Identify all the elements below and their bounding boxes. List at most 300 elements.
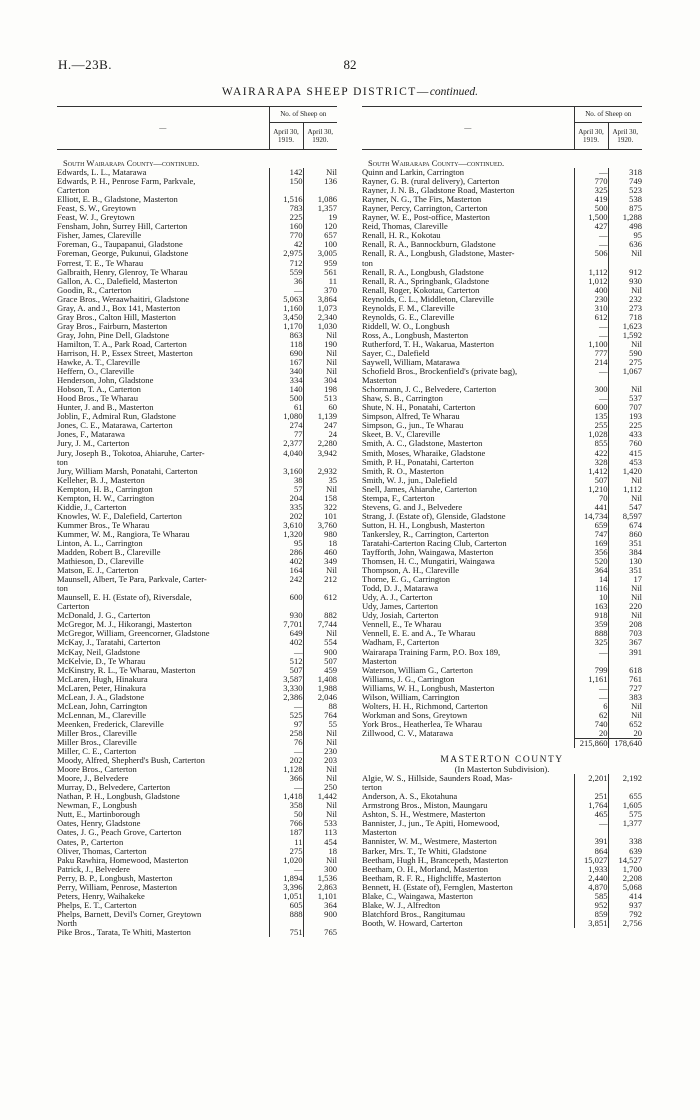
owner-name: Nutt, E., Martinborough xyxy=(57,810,140,820)
sheep-1919: 167 xyxy=(269,358,303,367)
owner-name: Gallon, A. C., Dalefield, Masterton xyxy=(57,276,178,286)
table-row xyxy=(362,503,642,512)
table-row xyxy=(362,195,642,204)
table-row xyxy=(362,720,642,729)
sheep-1920: 351 xyxy=(608,566,642,575)
owner-name: Paku Rawhira, Homewood, Masterton xyxy=(57,855,189,865)
sheep-1919: 600 xyxy=(269,593,303,602)
table-row xyxy=(57,467,337,476)
sheep-group-header: No. of Sheep on xyxy=(269,107,337,123)
sheep-1919: 340 xyxy=(269,367,303,376)
sheep-1919: 364 xyxy=(574,566,608,575)
sheep-1920: 674 xyxy=(608,521,642,530)
sheep-1920: Nil xyxy=(608,494,642,503)
table-row xyxy=(362,268,642,277)
table-row xyxy=(362,847,642,856)
sheep-1919: 36 xyxy=(269,277,303,286)
sheep-1919: 585 xyxy=(574,892,608,901)
table-row xyxy=(57,231,337,240)
owner-name: Peters, Henry, Waihakeke xyxy=(57,891,145,901)
owner-name: McLean, J. A., Gladstone xyxy=(57,692,145,702)
sheep-1920: Nil xyxy=(608,584,642,593)
table-row xyxy=(362,313,642,322)
sheep-1919: 3,396 xyxy=(269,883,303,892)
table-row xyxy=(362,675,642,684)
sheep-1919: 164 xyxy=(269,566,303,575)
owner-name: Renall, Roger, Kokotau, Carterton xyxy=(362,285,480,295)
table-row xyxy=(57,449,337,458)
table-row xyxy=(57,575,337,584)
sheep-1919: 325 xyxy=(574,638,608,647)
sheep-1920: 208 xyxy=(608,620,642,629)
sheep-1919: 4,870 xyxy=(574,883,608,892)
sheep-1920: 655 xyxy=(608,792,642,801)
table-row xyxy=(57,204,337,213)
sheep-1919: 918 xyxy=(574,611,608,620)
table-row xyxy=(362,774,642,783)
sheep-1920: 652 xyxy=(608,720,642,729)
owner-name: Wilson, William, Carrington xyxy=(362,692,460,702)
owner-name: Kempton, H. W., Carrington xyxy=(57,493,155,503)
sheep-1920: 882 xyxy=(303,611,337,620)
sheep-1920: 18 xyxy=(303,847,337,856)
owner-name: Williams, W. H., Longbush, Masterton xyxy=(362,683,495,693)
sheep-1920: 95 xyxy=(608,231,642,240)
sheep-1920: 433 xyxy=(608,430,642,439)
owner-name: Snell, James, Ahiaruhe, Carterton xyxy=(362,484,477,494)
subdivision-heading-text: (In Masterton Subdivision). xyxy=(454,765,550,775)
table-row xyxy=(362,394,642,403)
owner-name: Hunter, J. and B., Masterton xyxy=(57,403,154,413)
sheep-1919: 14 xyxy=(574,575,608,584)
owner-name: Bannister, J., jun., Te Apiti, Homewood, xyxy=(362,819,500,829)
sheep-1920: 113 xyxy=(303,828,337,837)
title-continued: continued. xyxy=(429,86,479,98)
owner-name: Grace Bros., Weraawhaitiri, Gladstone xyxy=(57,294,190,304)
sheep-1919: 1,020 xyxy=(269,856,303,865)
owner-name: Kummer, W. M., Rangiora, Te Wharau xyxy=(57,529,190,539)
table-row xyxy=(57,213,337,222)
sheep-1920: 547 xyxy=(608,503,642,512)
sheep-1919: 258 xyxy=(269,729,303,738)
sheep-1919: 422 xyxy=(574,449,608,458)
sheep-1920: 1,536 xyxy=(303,874,337,883)
sheep-1920: 370 xyxy=(303,286,337,295)
owner-name: Renall, R. A., Longbush, Gladstone, Master- xyxy=(362,249,515,259)
owner-name: Foreman, G., Taupapanui, Gladstone xyxy=(57,240,183,250)
sheep-1920: 318 xyxy=(608,168,642,177)
owner-name: Renall, R. A., Longbush, Gladstone xyxy=(362,267,484,277)
sheep-1920: 2,208 xyxy=(608,874,642,883)
sheep-1919: 4,040 xyxy=(269,449,303,458)
owner-name: Williams, J. G., Carrington xyxy=(362,674,455,684)
sheep-1919: 150 xyxy=(269,177,303,186)
sheep-1920: 523 xyxy=(608,186,642,195)
sheep-1920: 1,067 xyxy=(608,367,642,376)
owner-name: Miller, C. E., Carterton xyxy=(57,747,137,757)
owner-name: Harrison, H. P., Essex Street, Masterton xyxy=(57,348,193,358)
table-row xyxy=(362,629,642,638)
sheep-1920: 24 xyxy=(303,430,337,439)
owner-name: Tayfforth, John, Waingawa, Masterton xyxy=(362,548,494,558)
owner-name: Jury, J. M., Carterton xyxy=(57,439,130,449)
table-row xyxy=(362,430,642,439)
table-row xyxy=(362,638,642,647)
owner-name: Rutherford, T. H., Wakarua, Masterton xyxy=(362,339,494,349)
sheep-1920: Nil xyxy=(608,611,642,620)
owner-name: Goodin, R., Carterton xyxy=(57,285,132,295)
owner-name: ton xyxy=(57,457,68,467)
sheep-1920: 1,988 xyxy=(303,684,337,693)
table-row xyxy=(57,684,337,693)
total-row xyxy=(362,739,642,749)
sheep-1920: 275 xyxy=(608,358,642,367)
sheep-1919: — xyxy=(269,865,303,874)
owner-name: Masterton xyxy=(362,828,397,838)
owner-name: Renall, R. A., Bannockburn, Gladstone xyxy=(362,240,496,250)
sheep-1919: 62 xyxy=(574,711,608,720)
sheep-1919: 930 xyxy=(269,611,303,620)
owner-name: Strang, J. (Estate of), Glenside, Gladstone xyxy=(362,511,506,521)
table-row xyxy=(362,412,642,421)
sheep-1919: 500 xyxy=(269,394,303,403)
sheep-1919: 1,161 xyxy=(574,675,608,684)
owner-name: Matson, E. J., Carterton xyxy=(57,566,139,576)
sheep-1920: 760 xyxy=(608,439,642,448)
owner-name: Blatchford Bros., Rangitumau xyxy=(362,909,466,919)
owner-name: Zillwood, C. V., Matarawa xyxy=(362,728,454,738)
owner-name: Murray, D., Belvedere, Carterton xyxy=(57,783,171,793)
sheep-1919: 300 xyxy=(574,385,608,394)
owner-name: Udy, Josiah, Carterton xyxy=(362,611,439,621)
sheep-1919: 366 xyxy=(269,774,303,783)
sheep-1919: 888 xyxy=(574,629,608,638)
table-row xyxy=(362,593,642,602)
owner-name: Perry, B. P., Longbush, Masterton xyxy=(57,873,173,883)
owner-name: Shaw, S. B., Carrington xyxy=(362,394,443,404)
sheep-1919: 3,587 xyxy=(269,675,303,684)
owner-name: Quinn and Larkin, Carrington xyxy=(362,168,465,178)
sheep-1920: Nil xyxy=(608,711,642,720)
sheep-1919: 358 xyxy=(269,801,303,810)
sheep-1919 xyxy=(269,458,303,467)
sheep-1919: 605 xyxy=(269,901,303,910)
table-row xyxy=(362,340,642,349)
sheep-1920: 2,756 xyxy=(608,919,642,928)
owner-name: Udy, James, Carterton xyxy=(362,602,438,612)
owner-name: McDonald, J. G., Carterton xyxy=(57,611,151,621)
table-row xyxy=(362,575,642,584)
owner-name: McGregor, M. J., Hikorangi, Masterton xyxy=(57,620,192,630)
sheep-1920: Nil xyxy=(608,476,642,485)
sheep-1920: 18 xyxy=(303,539,337,548)
sheep-1919: 14,734 xyxy=(574,512,608,521)
table-row xyxy=(57,421,337,430)
owner-name: Skeet, B. V., Clareville xyxy=(362,430,441,440)
table-row xyxy=(57,584,337,593)
sheep-1920: 618 xyxy=(608,666,642,675)
table-row xyxy=(362,828,642,837)
table-row xyxy=(57,186,337,195)
sheep-1920: Nil xyxy=(608,593,642,602)
sheep-1920: 273 xyxy=(608,304,642,313)
owner-name: Nathan, P. H., Longbush, Gladstone xyxy=(57,792,180,802)
owner-name: Miller Bros., Clareville xyxy=(57,728,137,738)
table-row xyxy=(57,240,337,249)
sheep-1919: 507 xyxy=(269,666,303,675)
table-row xyxy=(362,666,642,675)
sheep-1920: Nil xyxy=(303,856,337,865)
owner-name: Elliott, E. B., Gladstone, Masterton xyxy=(57,195,178,205)
sheep-1919 xyxy=(574,783,608,792)
total-label xyxy=(362,739,574,749)
owner-name: Gray Bros., Fairburn, Masterton xyxy=(57,321,168,331)
owner-name: Phelps, E. T., Carterton xyxy=(57,900,137,910)
owner-name: Rayner, J. N. B., Gladstone Road, Masterton xyxy=(362,186,515,196)
sheep-1920: 930 xyxy=(608,277,642,286)
sheep-1920: 1,357 xyxy=(303,204,337,213)
owner-name: Beetham, R. F. R., Highcliffe, Masterton xyxy=(362,873,501,883)
sheep-1919: — xyxy=(574,231,608,240)
table-row xyxy=(57,295,337,304)
table-row xyxy=(362,837,642,846)
sheep-1919: 402 xyxy=(269,638,303,647)
table-row xyxy=(57,675,337,684)
sheep-1920: 55 xyxy=(303,720,337,729)
owner-name: Joblin, F., Admiral Run, Gladstone xyxy=(57,412,176,422)
sheep-1919: 255 xyxy=(574,421,608,430)
table-row xyxy=(362,901,642,910)
sheep-1920: 17 xyxy=(608,575,642,584)
owner-name: Henderson, John, Gladstone xyxy=(57,376,154,386)
table-row xyxy=(57,693,337,702)
table-row xyxy=(57,439,337,448)
owner-name: Stevens, G. and J., Belvedere xyxy=(362,502,463,512)
sheep-1920: 2,046 xyxy=(303,693,337,702)
sheep-1920: 749 xyxy=(608,177,642,186)
sheep-1919: 2,975 xyxy=(269,249,303,258)
left-column xyxy=(57,106,337,937)
owner-name: Hobson, T. A., Carterton xyxy=(57,385,141,395)
owner-name: Meenken, Frederick, Clareville xyxy=(57,719,164,729)
table-row xyxy=(57,249,337,258)
owner-name: Smith, R. O., Masterton xyxy=(362,466,444,476)
owner-name: Wadham, F., Carterton xyxy=(362,638,440,648)
sheep-1919: 855 xyxy=(574,439,608,448)
sheep-1919: 328 xyxy=(574,458,608,467)
sheep-1920: 414 xyxy=(608,892,642,901)
sheep-1920: 507 xyxy=(303,657,337,666)
sheep-1920: 1,086 xyxy=(303,195,337,204)
table-row xyxy=(362,286,642,295)
sheep-1920: 657 xyxy=(303,231,337,240)
sheep-1919: — xyxy=(574,819,608,828)
sheep-1919: 1,418 xyxy=(269,792,303,801)
table-row xyxy=(362,874,642,883)
sheep-1919: 1,080 xyxy=(269,412,303,421)
table-row xyxy=(57,512,337,521)
owner-name: McKay, J., Taratahi, Carterton xyxy=(57,638,161,648)
left-sheep-table xyxy=(57,106,337,937)
sheep-1920: 300 xyxy=(303,865,337,874)
sheep-1919: 747 xyxy=(574,530,608,539)
owner-name: Barker, Mrs. T., Te Whiti, Gladstone xyxy=(362,846,487,856)
table-row xyxy=(57,530,337,539)
sheep-1920: 1,592 xyxy=(608,331,642,340)
sheep-1920: 19 xyxy=(303,213,337,222)
sheep-1920: 136 xyxy=(303,177,337,186)
owner-name: McLaren, Peter, Hinakura xyxy=(57,683,146,693)
sheep-1919: 116 xyxy=(574,584,608,593)
sheep-1919: 11 xyxy=(269,838,303,847)
owner-name: Kummer Bros., Te Wharau xyxy=(57,520,150,530)
sheep-1919: — xyxy=(574,367,608,376)
sheep-1920 xyxy=(608,376,642,385)
sheep-1919: — xyxy=(574,168,608,177)
table-row xyxy=(57,720,337,729)
table-row xyxy=(362,222,642,231)
sheep-1919: 3,450 xyxy=(269,313,303,322)
sheep-1920: 351 xyxy=(608,539,642,548)
table-row xyxy=(362,801,642,810)
sheep-1919: — xyxy=(574,331,608,340)
sheep-1920 xyxy=(608,259,642,268)
owner-name: Knowles, W. F., Dalefield, Carterton xyxy=(57,511,182,521)
table-row xyxy=(362,304,642,313)
owner-name: Phelps, Barnett, Devil's Corner, Greytown xyxy=(57,909,202,919)
owner-name: Feast, W. J., Greytown xyxy=(57,213,135,223)
sheep-1919: 70 xyxy=(574,494,608,503)
sheep-1920: 2,340 xyxy=(303,313,337,322)
sheep-1920: 727 xyxy=(608,684,642,693)
sheep-1920 xyxy=(303,584,337,593)
table-row xyxy=(362,231,642,240)
sheep-1920: Nil xyxy=(303,810,337,819)
sheep-1919: — xyxy=(269,702,303,711)
table-row xyxy=(57,711,337,720)
sheep-1920: 250 xyxy=(303,783,337,792)
sheep-1919: 1,210 xyxy=(574,485,608,494)
owner-name: McKay, Neil, Gladstone xyxy=(57,647,140,657)
owner-name: Hood Bros., Te Wharau xyxy=(57,394,138,404)
sheep-1919: 135 xyxy=(574,412,608,421)
sheep-1919: 359 xyxy=(574,620,608,629)
table-row xyxy=(57,485,337,494)
sheep-1920: Nil xyxy=(303,331,337,340)
sheep-1919: 559 xyxy=(269,268,303,277)
table-row xyxy=(57,557,337,566)
sheep-1920: 900 xyxy=(303,648,337,657)
table-row xyxy=(57,385,337,394)
sheep-1920 xyxy=(608,657,642,666)
sheep-1920: 14,527 xyxy=(608,856,642,865)
sheep-1920: 498 xyxy=(608,222,642,231)
sheep-1919: 169 xyxy=(574,539,608,548)
owner-name: Rayner, W. E., Post-office, Masterton xyxy=(362,213,490,223)
sheep-1920 xyxy=(303,919,337,928)
sheep-1920: 100 xyxy=(303,240,337,249)
total-1919: 215,860 xyxy=(574,739,608,749)
owner-column-header: — xyxy=(362,107,574,150)
table-row xyxy=(362,385,642,394)
table-row xyxy=(57,268,337,277)
owner-name: Thomsen, H. C., Mungatiri, Waingawa xyxy=(362,557,495,567)
table-row xyxy=(57,810,337,819)
owner-name: Reid, Thomas, Clareville xyxy=(362,222,448,232)
owner-name: terton xyxy=(362,783,382,793)
owner-name: Edwards, P. H., Penrose Farm, Parkvale, xyxy=(57,177,196,187)
table-row xyxy=(362,177,642,186)
sheep-1920: 3,005 xyxy=(303,249,337,258)
owner-name: McLean, John, Carrington xyxy=(57,701,148,711)
owner-name: Masterton xyxy=(362,376,397,386)
section-heading xyxy=(362,159,642,168)
sheep-1919: 334 xyxy=(269,376,303,385)
sheep-1919: 777 xyxy=(574,349,608,358)
sheep-1919: 6 xyxy=(574,702,608,711)
table-row xyxy=(362,684,642,693)
sheep-1919: 1,412 xyxy=(574,467,608,476)
owner-name: Wolters, H. H., Richmond, Carterton xyxy=(362,701,488,711)
sheep-1920: 1,112 xyxy=(608,485,642,494)
sheep-1919: 7,701 xyxy=(269,620,303,629)
table-row xyxy=(57,322,337,331)
table-row xyxy=(362,521,642,530)
sheep-1920: 7,744 xyxy=(303,620,337,629)
sheep-1919: 1,894 xyxy=(269,874,303,883)
sheep-1919: — xyxy=(574,322,608,331)
sheep-1920: 198 xyxy=(303,385,337,394)
sheep-1919: 3,160 xyxy=(269,467,303,476)
sheep-1920: 2,863 xyxy=(303,883,337,892)
owner-name: Schofield Bros., Brockenfield's (private bag), xyxy=(362,367,518,377)
sheep-1919: 659 xyxy=(574,521,608,530)
sheep-1919: 1,160 xyxy=(269,304,303,313)
owner-name: Taratahi-Carterton Racing Club, Carterton xyxy=(362,538,507,548)
table-row xyxy=(57,801,337,810)
sheep-1919: 1,100 xyxy=(574,340,608,349)
owner-name: Todd, D. J., Matarawa xyxy=(362,584,439,594)
table-row xyxy=(57,548,337,557)
sheep-1919: 2,201 xyxy=(574,774,608,783)
table-row xyxy=(362,349,642,358)
table-row xyxy=(57,476,337,485)
sheep-1919: 57 xyxy=(269,485,303,494)
sheep-1920: Nil xyxy=(608,340,642,349)
sheep-1919: 525 xyxy=(269,711,303,720)
sheep-1919: 142 xyxy=(269,168,303,177)
table-row xyxy=(362,566,642,575)
owner-name: Masterton xyxy=(362,656,397,666)
sheep-1919: 3,330 xyxy=(269,684,303,693)
sheep-1919: 274 xyxy=(269,421,303,430)
sheep-1920 xyxy=(608,828,642,837)
table-row xyxy=(57,195,337,204)
sheep-1920: 225 xyxy=(608,421,642,430)
sheep-1919: 2,386 xyxy=(269,693,303,702)
year-1919-header: April 30, 1919. xyxy=(574,123,608,150)
table-row xyxy=(57,394,337,403)
table-row xyxy=(362,530,642,539)
sheep-1919: 251 xyxy=(574,792,608,801)
table-row xyxy=(362,295,642,304)
right-sheep-table xyxy=(362,106,642,928)
owner-name: Foreman, George, Pukunui, Gladstone xyxy=(57,249,189,259)
sheep-1920: 415 xyxy=(608,449,642,458)
sheep-1919: 77 xyxy=(269,430,303,439)
owner-name: Newman, F., Longbush xyxy=(57,801,137,811)
sheep-1919: 600 xyxy=(574,403,608,412)
